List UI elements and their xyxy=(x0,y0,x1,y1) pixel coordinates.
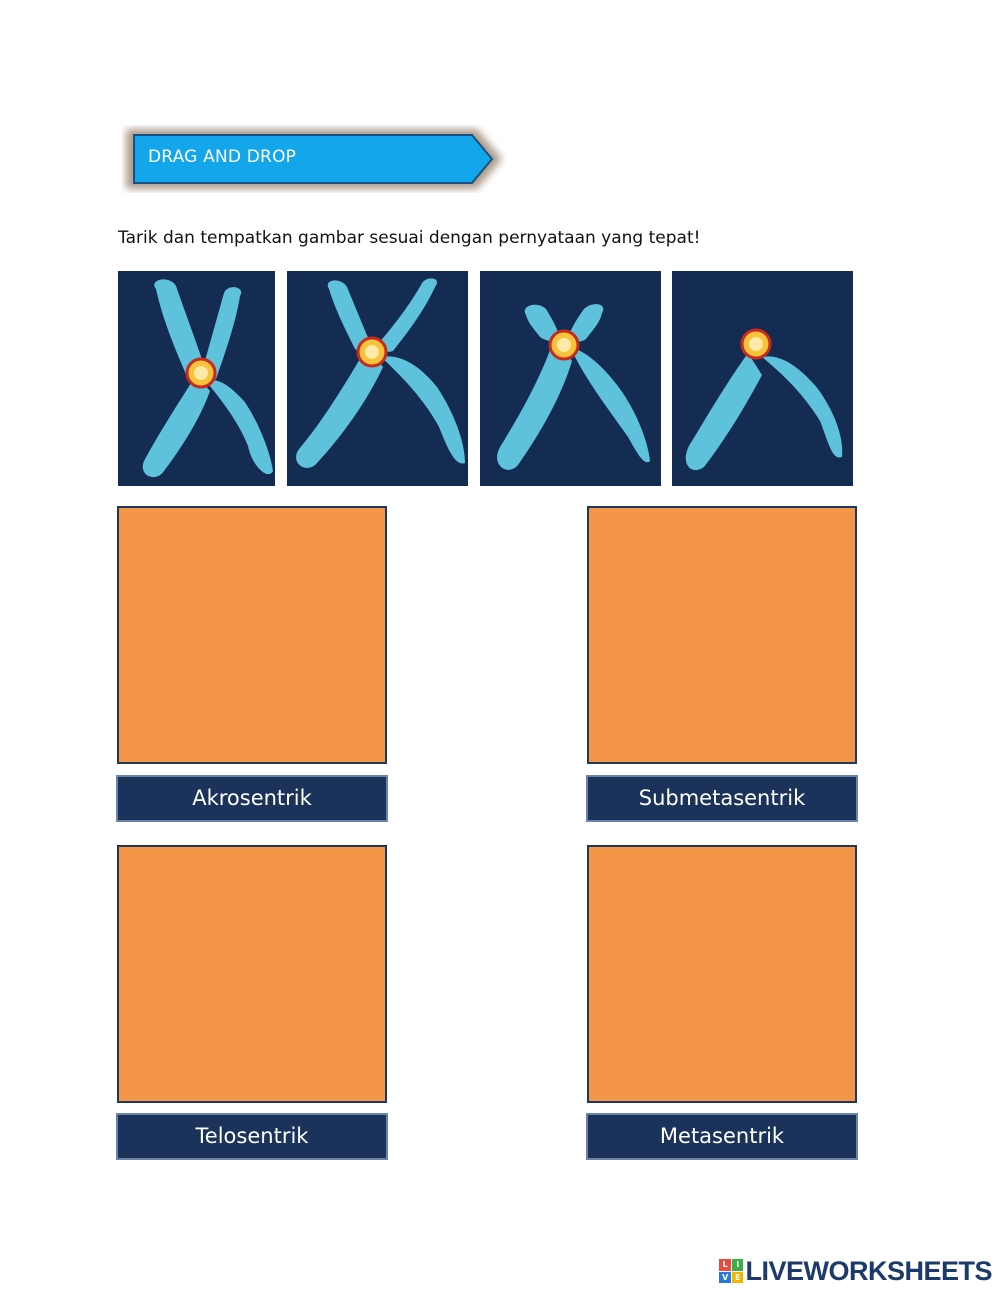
chromosome-image-3[interactable] xyxy=(480,271,661,486)
drag-and-drop-banner xyxy=(122,125,507,193)
drop-zone-metasentrik[interactable] xyxy=(587,845,857,1103)
drop-zone-akrosentrik[interactable] xyxy=(117,506,387,764)
logo-mark-letter: E xyxy=(732,1272,744,1284)
drop-zone-telosentrik[interactable] xyxy=(117,845,387,1103)
liveworksheets-logo-icon xyxy=(719,1259,743,1283)
label-submetasentrik: Submetasentrik xyxy=(586,775,858,822)
chromosome-image-2[interactable] xyxy=(287,271,468,486)
liveworksheets-logo xyxy=(719,1256,992,1286)
logo-mark-letter: L xyxy=(719,1259,731,1271)
chromosome-image-4[interactable] xyxy=(672,271,853,486)
banner-label: DRAG AND DROP xyxy=(148,147,297,167)
chromosome-image-1[interactable] xyxy=(118,271,275,486)
logo-text: LIVEWORKSHEETS xyxy=(745,1255,992,1286)
label-akrosentrik: Akrosentrik xyxy=(116,775,388,822)
logo-mark-letter: I xyxy=(732,1259,744,1271)
label-metasentrik: Metasentrik xyxy=(586,1113,858,1160)
chromosome-icon xyxy=(480,271,661,486)
label-telosentrik: Telosentrik xyxy=(116,1113,388,1160)
instruction-text: Tarik dan tempatkan gambar sesuai dengan pernyataan yang tepat! xyxy=(118,228,701,248)
chromosome-icon xyxy=(118,271,275,486)
drop-zone-submetasentrik[interactable] xyxy=(587,506,857,764)
logo-mark-letter: V xyxy=(719,1272,731,1284)
chromosome-icon xyxy=(287,271,468,486)
chromosome-icon xyxy=(672,271,853,486)
